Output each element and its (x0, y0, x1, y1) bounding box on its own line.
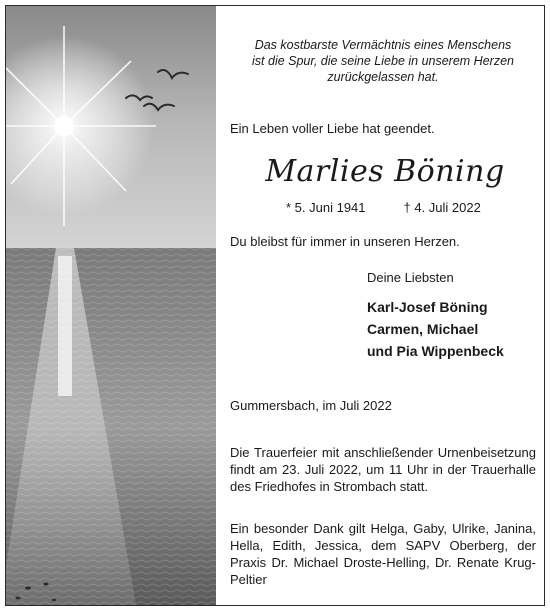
family-line: Karl-Josef Böning (367, 299, 488, 315)
quote-line: zurückgelassen hat. (327, 70, 439, 84)
farewell-text: Du bleibst für immer in unseren Herzen. (230, 234, 460, 249)
thanks-text: Ein besonder Dank gilt Helga, Gaby, Ulrike, Janina, Hella, Edith, Jessica, dem SAPV Oberberg, der Praxis Dr. Michael Droste-Helling, Dr. Renate Krug-Peltier (230, 521, 536, 587)
family-line: Carmen, Michael (367, 321, 479, 337)
intro-text: Ein Leben voller Liebe hat geendet. (230, 121, 435, 136)
sea-sunset-photo (6, 6, 216, 605)
birth-date: * 5. Juni 1941 (286, 200, 366, 215)
death-date: † 4. Juli 2022 (403, 200, 481, 215)
life-dates (286, 200, 481, 215)
family-line: und Pia Wippenbeck (367, 343, 504, 359)
quote-line: ist die Spur, die seine Liebe in unserem Herzen (252, 54, 514, 68)
family-heading: Deine Liebsten (367, 270, 454, 285)
funeral-service-text: Die Trauerfeier mit anschließender Urnenbeisetzung findt am 23. Juli 2022, um 11 Uhr in der Trauerhalle des Friedhofes in Strombach statt. (230, 445, 536, 494)
quote-line: Das kostbarste Vermächtnis eines Menschens (254, 38, 512, 52)
family-names (367, 296, 504, 362)
sea-sunset-image (6, 6, 216, 605)
memorial-quote (230, 37, 536, 85)
place-date: Gummersbach, im Juli 2022 (230, 398, 392, 413)
deceased-name: Marlies Böning (265, 154, 505, 189)
obituary-card (5, 5, 545, 606)
